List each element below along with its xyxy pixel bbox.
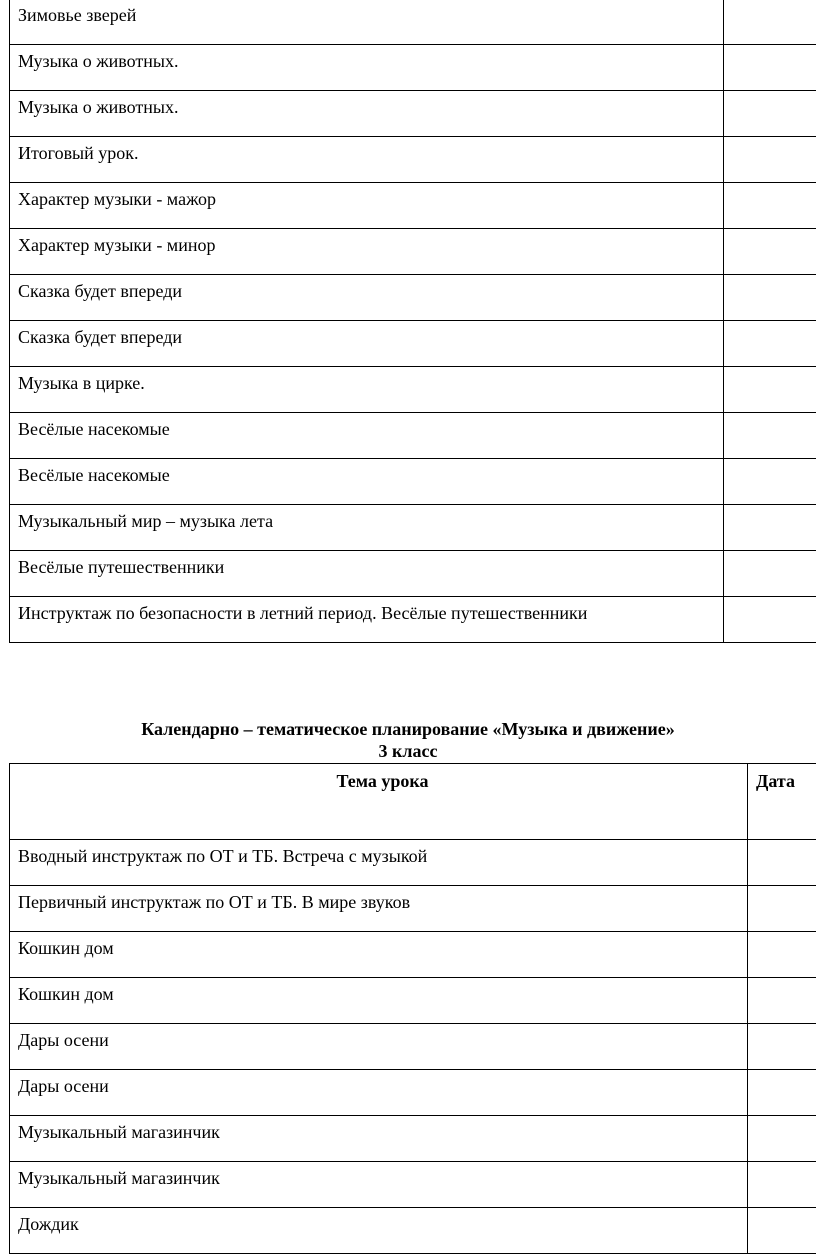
lesson-topic-cell: Сказка будет впереди — [10, 275, 724, 321]
table-row — [10, 45, 816, 91]
table-row — [10, 91, 816, 137]
table-row — [10, 459, 816, 505]
lesson-topic-cell: Музыка в цирке. — [10, 367, 724, 413]
lesson-topic-cell: Музыка о животных. — [10, 91, 724, 137]
lesson-date-cell — [724, 229, 816, 275]
table-row — [10, 229, 816, 275]
table-row — [10, 1208, 816, 1254]
lesson-table-grade3 — [9, 763, 816, 1254]
plan-heading — [0, 718, 816, 762]
lesson-topic-cell: Дары осени — [10, 1070, 748, 1116]
lesson-date-cell — [748, 1208, 816, 1254]
table-row — [10, 275, 816, 321]
plan-grade: 3 класс — [378, 741, 438, 761]
table-row — [10, 1116, 816, 1162]
table-row — [10, 0, 816, 45]
lesson-topic-cell: Музыка о животных. — [10, 45, 724, 91]
lesson-topic-cell: Зимовье зверей — [10, 0, 724, 45]
table-row — [10, 413, 816, 459]
lesson-date-cell — [724, 321, 816, 367]
lesson-topic-cell: Кошкин дом — [10, 932, 748, 978]
table-row — [10, 367, 816, 413]
table-row — [10, 551, 816, 597]
lesson-topic-cell: Музыкальный магазинчик — [10, 1116, 748, 1162]
lesson-topic-cell: Дары осени — [10, 1024, 748, 1070]
lesson-topic-cell: Первичный инструктаж по ОТ и ТБ. В мире звуков — [10, 886, 748, 932]
lesson-topic-cell: Дождик — [10, 1208, 748, 1254]
lesson-topic-cell: Весёлые путешественники — [10, 551, 724, 597]
table-row — [10, 183, 816, 229]
lesson-date-cell — [724, 275, 816, 321]
lesson-date-cell — [748, 1116, 816, 1162]
lesson-topic-cell: Итоговый урок. — [10, 137, 724, 183]
lesson-date-cell — [724, 459, 816, 505]
lesson-date-cell — [724, 45, 816, 91]
lesson-date-cell — [748, 840, 816, 886]
lesson-topic-cell: Музыкальный магазинчик — [10, 1162, 748, 1208]
lesson-date-cell — [724, 137, 816, 183]
lesson-topic-cell: Весёлые насекомые — [10, 459, 724, 505]
lesson-date-cell — [724, 91, 816, 137]
header-date: Дата — [748, 764, 816, 840]
lesson-date-cell — [724, 505, 816, 551]
table-row — [10, 886, 816, 932]
table-row — [10, 597, 816, 643]
table-row — [10, 978, 816, 1024]
lesson-topic-cell: Инструктаж по безопасности в летний период. Весёлые путешественники — [10, 597, 724, 643]
lesson-date-cell — [724, 551, 816, 597]
lesson-table-previous — [9, 0, 816, 643]
table-row — [10, 1024, 816, 1070]
lesson-topic-cell: Вводный инструктаж по ОТ и ТБ. Встреча с музыкой — [10, 840, 748, 886]
table-row — [10, 932, 816, 978]
plan-title: Календарно – тематическое планирование «Музыка и движение» — [141, 719, 675, 739]
lesson-date-cell — [748, 1162, 816, 1208]
lesson-date-cell — [724, 367, 816, 413]
lesson-topic-cell: Кошкин дом — [10, 978, 748, 1024]
lesson-date-cell — [724, 183, 816, 229]
lesson-date-cell — [748, 978, 816, 1024]
lesson-topic-cell: Характер музыки - минор — [10, 229, 724, 275]
table-header-row — [10, 764, 816, 840]
lesson-date-cell — [724, 0, 816, 45]
table-row — [10, 137, 816, 183]
table-row — [10, 321, 816, 367]
lesson-topic-cell: Сказка будет впереди — [10, 321, 724, 367]
table-row — [10, 505, 816, 551]
table-row — [10, 1162, 816, 1208]
table-row — [10, 840, 816, 886]
table-row — [10, 1070, 816, 1116]
lesson-date-cell — [748, 1070, 816, 1116]
lesson-topic-cell: Характер музыки - мажор — [10, 183, 724, 229]
lesson-topic-cell: Музыкальный мир – музыка лета — [10, 505, 724, 551]
lesson-date-cell — [748, 1024, 816, 1070]
lesson-date-cell — [724, 413, 816, 459]
lesson-date-cell — [748, 932, 816, 978]
lesson-topic-cell: Весёлые насекомые — [10, 413, 724, 459]
header-topic: Тема урока — [10, 764, 748, 840]
lesson-date-cell — [748, 886, 816, 932]
lesson-date-cell — [724, 597, 816, 643]
